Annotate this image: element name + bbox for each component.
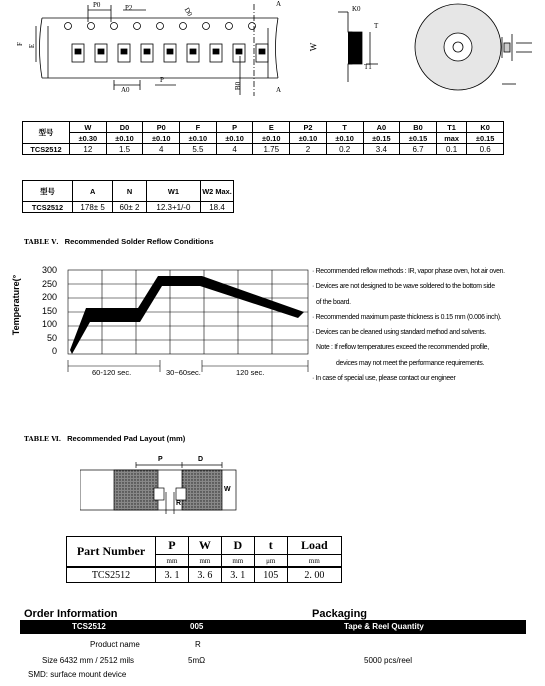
order-row-label: Size 6432 mm / 2512 mils (42, 656, 135, 665)
reflow-section-title (24, 237, 214, 246)
y-tick-label: 100 (41, 319, 57, 329)
table-cell: TCS2512 (23, 202, 73, 213)
pad-section-title (24, 434, 185, 443)
y-tick-label: 50 (46, 332, 57, 343)
table-header-cell: N (113, 181, 147, 202)
pad-label-d: D (198, 456, 204, 463)
order-header-part: TCS2512 (72, 622, 106, 631)
table-header-cell: 型号 (23, 122, 70, 144)
order-row-value: R (195, 640, 201, 649)
note-line: · In case of special use, please contact our engineer (312, 375, 456, 383)
table-header-cell: t (254, 537, 287, 555)
table-cell: 6.7 (400, 144, 437, 155)
table-cell: 0.1 (436, 144, 466, 155)
order-header-packaging: Tape & Reel Quantity (344, 622, 424, 631)
table-header-cell: W2 Max. (201, 181, 234, 202)
tape-label-p2: P2 (125, 4, 133, 12)
table-header-cell: W1 (146, 181, 200, 202)
table-cell: ±0.15 (467, 133, 504, 144)
y-tick-label: 200 (41, 292, 57, 302)
table-cell: 3. 1 (156, 567, 189, 583)
tape-label-k0: K0 (352, 5, 361, 13)
table-header-cell: E (253, 122, 290, 133)
note-line: of the board. (316, 298, 351, 306)
table-cell: ±0.10 (106, 133, 143, 144)
table-header-cell: W (188, 537, 221, 555)
tape-label-a-bottom: A (276, 86, 282, 94)
table-cell: 4 (216, 144, 253, 155)
table-cell: ±0.10 (143, 133, 180, 144)
table-header-cell: D (221, 537, 254, 555)
reflow-y-ticks (37, 264, 57, 359)
tape-drawing (28, 0, 298, 110)
tape-label-p0: P0 (93, 1, 101, 9)
table-header-cell: 型号 (23, 181, 73, 202)
table-cell: ±0.15 (363, 133, 400, 144)
table-cell: ±0.10 (290, 133, 327, 144)
table-unit-cell: mm (287, 555, 341, 568)
tape-label-f: F (15, 42, 24, 46)
table-unit-cell: mm (188, 555, 221, 568)
table-cell: 60± 2 (113, 202, 147, 213)
table-cell: ±0.10 (326, 133, 363, 144)
table-header-cell: Load (287, 537, 341, 555)
table-cell: 3. 6 (188, 567, 221, 583)
reflow-profile-chart (60, 262, 310, 384)
table-cell: 3.4 (363, 144, 400, 155)
order-row-label: Product name (90, 640, 140, 649)
reflow-span-cooling: 120 sec. (236, 368, 265, 377)
note-line: devices may not meet the performance requirements. (336, 359, 485, 367)
note-line: · Recommended maximum paste thickness is 0.15 mm (0.006 inch). (312, 313, 502, 321)
table-unit-cell: mm (156, 555, 189, 568)
table-cell: 18.4 (201, 202, 234, 213)
pad-dimension-table (66, 536, 342, 583)
table-header-cell: K0 (467, 122, 504, 133)
table-cell: TCS2512 (23, 144, 70, 155)
table-cell: ±0.30 (70, 133, 107, 144)
tape-label-t: T (374, 22, 379, 30)
pad-table-tag: TABLE Ⅵ. (24, 435, 62, 443)
reel-dimension-table (22, 180, 234, 213)
order-info-title: Order Information (24, 608, 118, 620)
tape-label-a0: A0 (121, 86, 130, 94)
table-header-cell: P0 (143, 122, 180, 133)
table-cell: 12.3+1/-0 (146, 202, 200, 213)
tape-cross-section (318, 2, 388, 92)
table-cell: 178± 5 (73, 202, 113, 213)
table-header-cell: P (156, 537, 189, 555)
tape-label-b0: B0 (234, 81, 243, 91)
table-header-cell: T1 (436, 122, 466, 133)
table-cell: 12 (70, 144, 107, 155)
table-unit-cell: mm (221, 555, 254, 568)
y-tick-label: 300 (41, 265, 57, 275)
order-header-bar (20, 620, 526, 634)
table-cell: TCS2512 (67, 567, 156, 583)
y-tick-label: 250 (41, 278, 57, 289)
table-unit-cell: μm (254, 555, 287, 568)
y-tick-label: 0 (51, 346, 57, 356)
pad-title: Recommended Pad Layout (mm) (67, 434, 186, 443)
y-tick-label: 150 (41, 305, 57, 316)
table-cell: 1.75 (253, 144, 290, 155)
table-cell: 4 (143, 144, 180, 155)
table-cell: ±0.10 (180, 133, 217, 144)
note-line: Note : If reflow temperatures exceed the recommended profile, (316, 344, 489, 352)
table-cell: 0.6 (467, 144, 504, 155)
reel-drawing (412, 0, 536, 96)
table-cell: max (436, 133, 466, 144)
table-header-cell: D0 (106, 122, 143, 133)
note-line: · Devices are not designed to be wave soldered to the bottom side (312, 283, 495, 291)
packaging-title: Packaging (312, 608, 368, 620)
tape-dimension-table (22, 121, 504, 155)
table-header-cell: A0 (363, 122, 400, 133)
table-header-cell: T (326, 122, 363, 133)
table-cell: ±0.10 (216, 133, 253, 144)
table-header-cell: B0 (400, 122, 437, 133)
table-cell: ±0.10 (253, 133, 290, 144)
reflow-span-preheat: 60-120 sec. (92, 368, 132, 377)
reflow-table-tag: TABLE Ⅴ. (24, 238, 59, 246)
reflow-title: Recommended Solder Reflow Conditions (64, 237, 214, 246)
table-cell: 105 (254, 567, 287, 583)
order-header-code: 005 (190, 622, 204, 631)
order-row-value: 5mΩ (188, 656, 206, 665)
table-header-cell: P (216, 122, 253, 133)
tape-label-w: W (308, 42, 319, 52)
pad-label-p: P (158, 456, 163, 463)
table-header-cell: Part Number (67, 537, 156, 568)
table-header-cell: A (73, 181, 113, 202)
reflow-y-axis-label: Temperature(° (11, 274, 22, 336)
table-cell: ±0.15 (400, 133, 437, 144)
table-cell: 3. 1 (221, 567, 254, 583)
reflow-span-peak: 30~60sec. (166, 368, 201, 377)
table-cell: 5.5 (180, 144, 217, 155)
tape-label-e: E (28, 43, 37, 49)
table-header-cell: W (70, 122, 107, 133)
table-cell: 1.5 (106, 144, 143, 155)
note-line: · Recommended reflow methods : IR, vapor phase oven, hot air oven. (312, 268, 505, 275)
table-cell: 2. 00 (287, 567, 341, 583)
table-header-cell: F (180, 122, 217, 133)
pad-label-w: W (224, 486, 231, 493)
table-header-cell: P2 (290, 122, 327, 133)
packaging-quantity: 5000 pcs/reel (364, 656, 413, 665)
tape-label-d0: D0 (182, 6, 194, 18)
tape-label-t1: T1 (364, 63, 372, 71)
table-cell: 0.2 (326, 144, 363, 155)
reflow-notes (312, 264, 505, 386)
tape-label-a-top: A (276, 0, 282, 8)
order-row-label: SMD: surface mount device (28, 670, 127, 679)
pad-label-r: R (176, 500, 182, 507)
note-line: · Devices can be cleaned using standard method and solvents. (312, 329, 486, 337)
table-cell: 2 (290, 144, 327, 155)
tape-label-p: P (160, 76, 164, 84)
